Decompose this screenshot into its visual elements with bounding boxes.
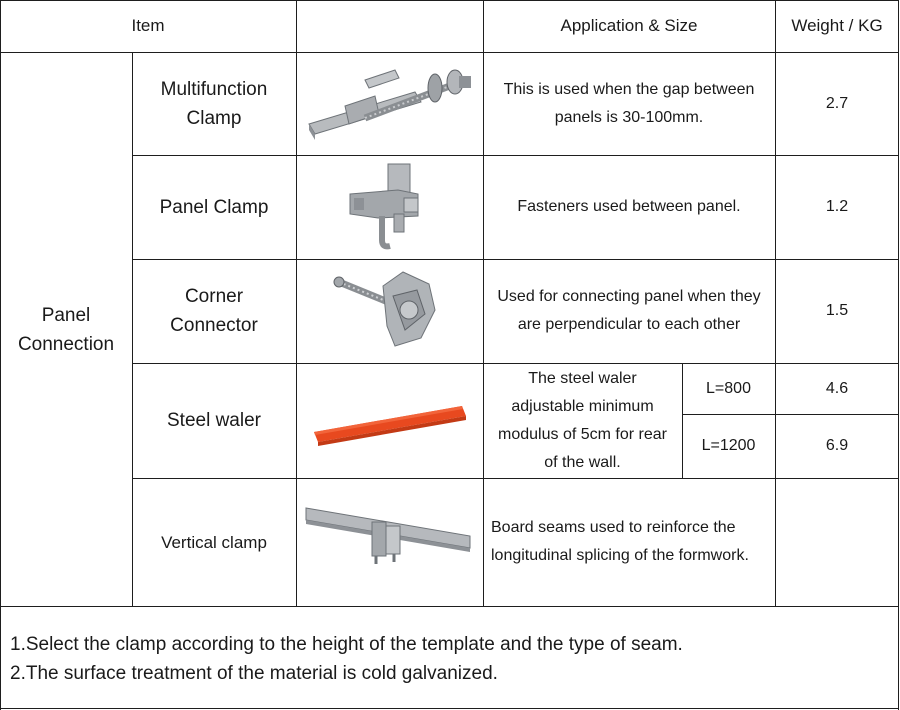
variant-weight: 6.9	[825, 437, 849, 454]
item-weight: 1.2	[825, 198, 849, 215]
item-weight: 2.7	[825, 94, 849, 112]
item-name: Multifunction Clamp	[160, 78, 268, 129]
multifunction-clamp-icon	[305, 62, 477, 148]
corner-connector-icon	[333, 266, 441, 356]
note-line: 2.The surface treatment of the material is cold galvanized.	[10, 663, 498, 684]
note-line: 1.Select the clamp according to the height of the template and the type of seam.	[10, 634, 683, 655]
item-name: Corner Connector	[170, 286, 258, 336]
table-divider	[0, 606, 899, 607]
item-weight	[775, 478, 899, 606]
item-description: The steel waler adjustable minimum modulus of 5cm for rear of the wall.	[498, 369, 667, 471]
panel-clamp-icon	[348, 160, 438, 254]
item-weight: 1.5	[825, 302, 849, 319]
item-description: Used for connecting panel when they are perpendicular to each other	[497, 288, 761, 333]
item-name: Panel Clamp	[159, 196, 269, 218]
variant-size: L=1200	[701, 437, 756, 454]
item-description: Fasteners used between panel.	[517, 198, 741, 215]
header-application-size: Application & Size	[560, 16, 698, 35]
notes	[10, 630, 683, 688]
header-item: Item	[131, 16, 165, 35]
steel-waler-icon	[310, 398, 470, 448]
table-border-bottom	[0, 708, 899, 709]
group-label: Panel Connection	[17, 304, 115, 355]
variant-weight: 4.6	[825, 379, 849, 397]
item-description: Board seams used to reinforce the longitudinal splicing of the formwork.	[491, 519, 749, 564]
variant-size: L=800	[706, 379, 751, 397]
table-divider	[296, 0, 297, 607]
item-name: Vertical clamp	[161, 532, 267, 552]
vertical-clamp-icon	[302, 500, 478, 570]
item-description: This is used when the gap between panels is 30-100mm.	[503, 80, 755, 126]
item-name: Steel waler	[167, 410, 261, 431]
header-weight: Weight / KG	[791, 16, 883, 35]
